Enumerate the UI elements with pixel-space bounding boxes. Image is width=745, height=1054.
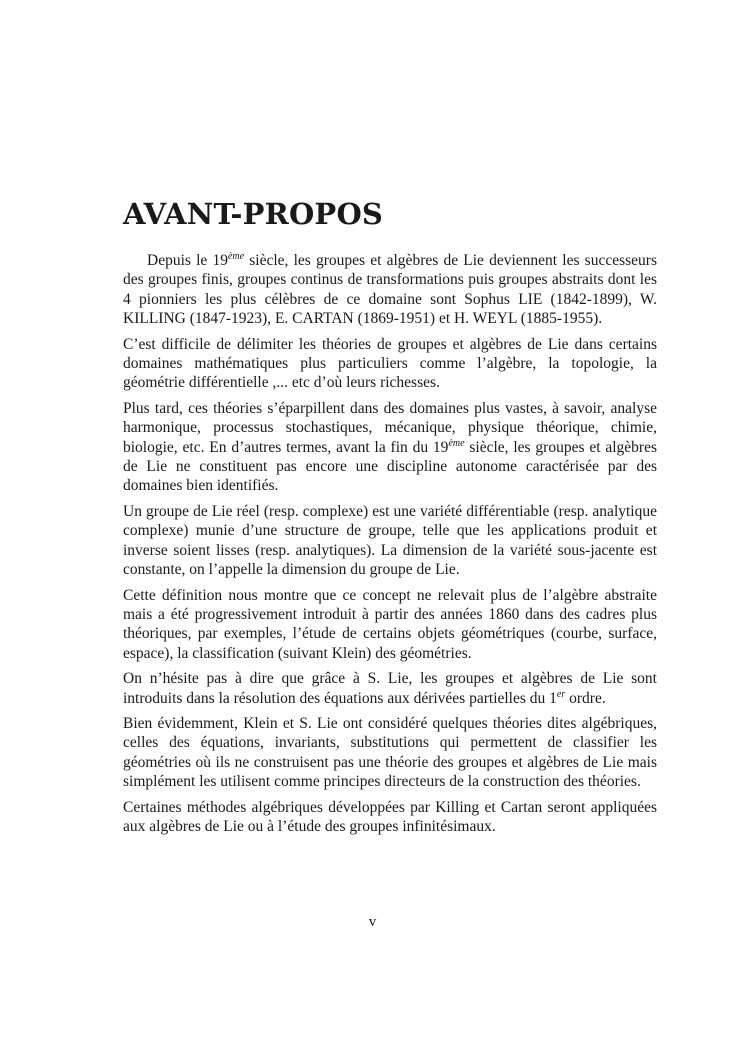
paragraph-5: Cette définition nous montre que ce concept ne relevait plus de l’algèbre abstraite mais a été progressivement introduit à partir des années 1860 dans des cadres plus théoriques, par exemples, l’étude de certains objets géométriques (courbe, surface, espace), la classification (suivant Klein) des géométries. (123, 586, 657, 662)
paragraph-1-superscript: ème (227, 251, 245, 262)
paragraph-6 (123, 669, 657, 708)
paragraph-6-text-b: ordre. (565, 689, 606, 707)
paragraph-1-text-b: siècle, les groupes et algèbres de Lie deviennent les successeurs des groupes finis, groupes continus de transformations puis groupes abstraits dont les 4 pionniers les plus célèbres de ce domaine sont Sophus LIE (1842-1899), W. KILLING (1847-1923), E. CARTAN (1869-1951) et H. WEYL (1885-1955). (123, 252, 657, 328)
body-text (123, 251, 657, 842)
paragraph-1 (123, 251, 657, 329)
paragraph-2: C’est difficile de délimiter les théories de groupes et algèbres de Lie dans certains domaines mathématiques plus particuliers comme l’algèbre, la topologie, la géométrie différentielle ,... etc d’où leurs richesses. (123, 335, 657, 392)
page-title: AVANT-PROPOS (123, 197, 384, 231)
paragraph-6-text-a: On n’hésite pas à dire que grâce à S. Lie, les groupes et algèbres de Lie sont introduits dans la résolution des équations aux dérivées partielles du 1 (123, 670, 657, 707)
paragraph-3-text-b: siècle, les groupes et algèbres de Lie ne constituent pas encore une discipline autonome caractérisée par des domaines bien identifiés. (123, 438, 657, 495)
paragraph-3-superscript: ème (448, 437, 465, 449)
paragraph-4: Un groupe de Lie réel (resp. complexe) est une variété différentiable (resp. analytique complexe) munie d’une structure de groupe, telle que les applications produit et inverse soient lisses (resp. analytiques). La dimension de la variété sous-jacente est constante, on l’appelle la dimension du groupe de Lie. (123, 502, 657, 579)
paragraph-3 (123, 399, 657, 496)
paragraph-3-text-a: Plus tard, ces théories s’éparpillent dans des domaines plus vastes, à savoir, analyse harmonique, processus stochastiques, mécanique, physique théorique, chimie, biologie, etc. En d’autres termes, avant la fin du 19 (123, 399, 657, 456)
page-number: v (368, 914, 377, 930)
paragraph-6-superscript: er (556, 688, 566, 700)
paragraph-8: Certaines méthodes algébriques développées par Killing et Cartan seront appliquées aux algèbres de Lie ou à l’étude des groupes infinitésimaux. (123, 798, 657, 835)
paragraph-7: Bien évidemment, Klein et S. Lie ont considéré quelques théories dites algébriques, celles des équations, invariants, substitutions qui permettent de classifier les géométries où ils ne construisent pas une théorie des groupes et algèbres de Lie mais simplément les utilisent comme principes directeurs de la construction des théories. (123, 714, 657, 791)
paragraph-1-text-a: Depuis le 19 (147, 252, 228, 269)
